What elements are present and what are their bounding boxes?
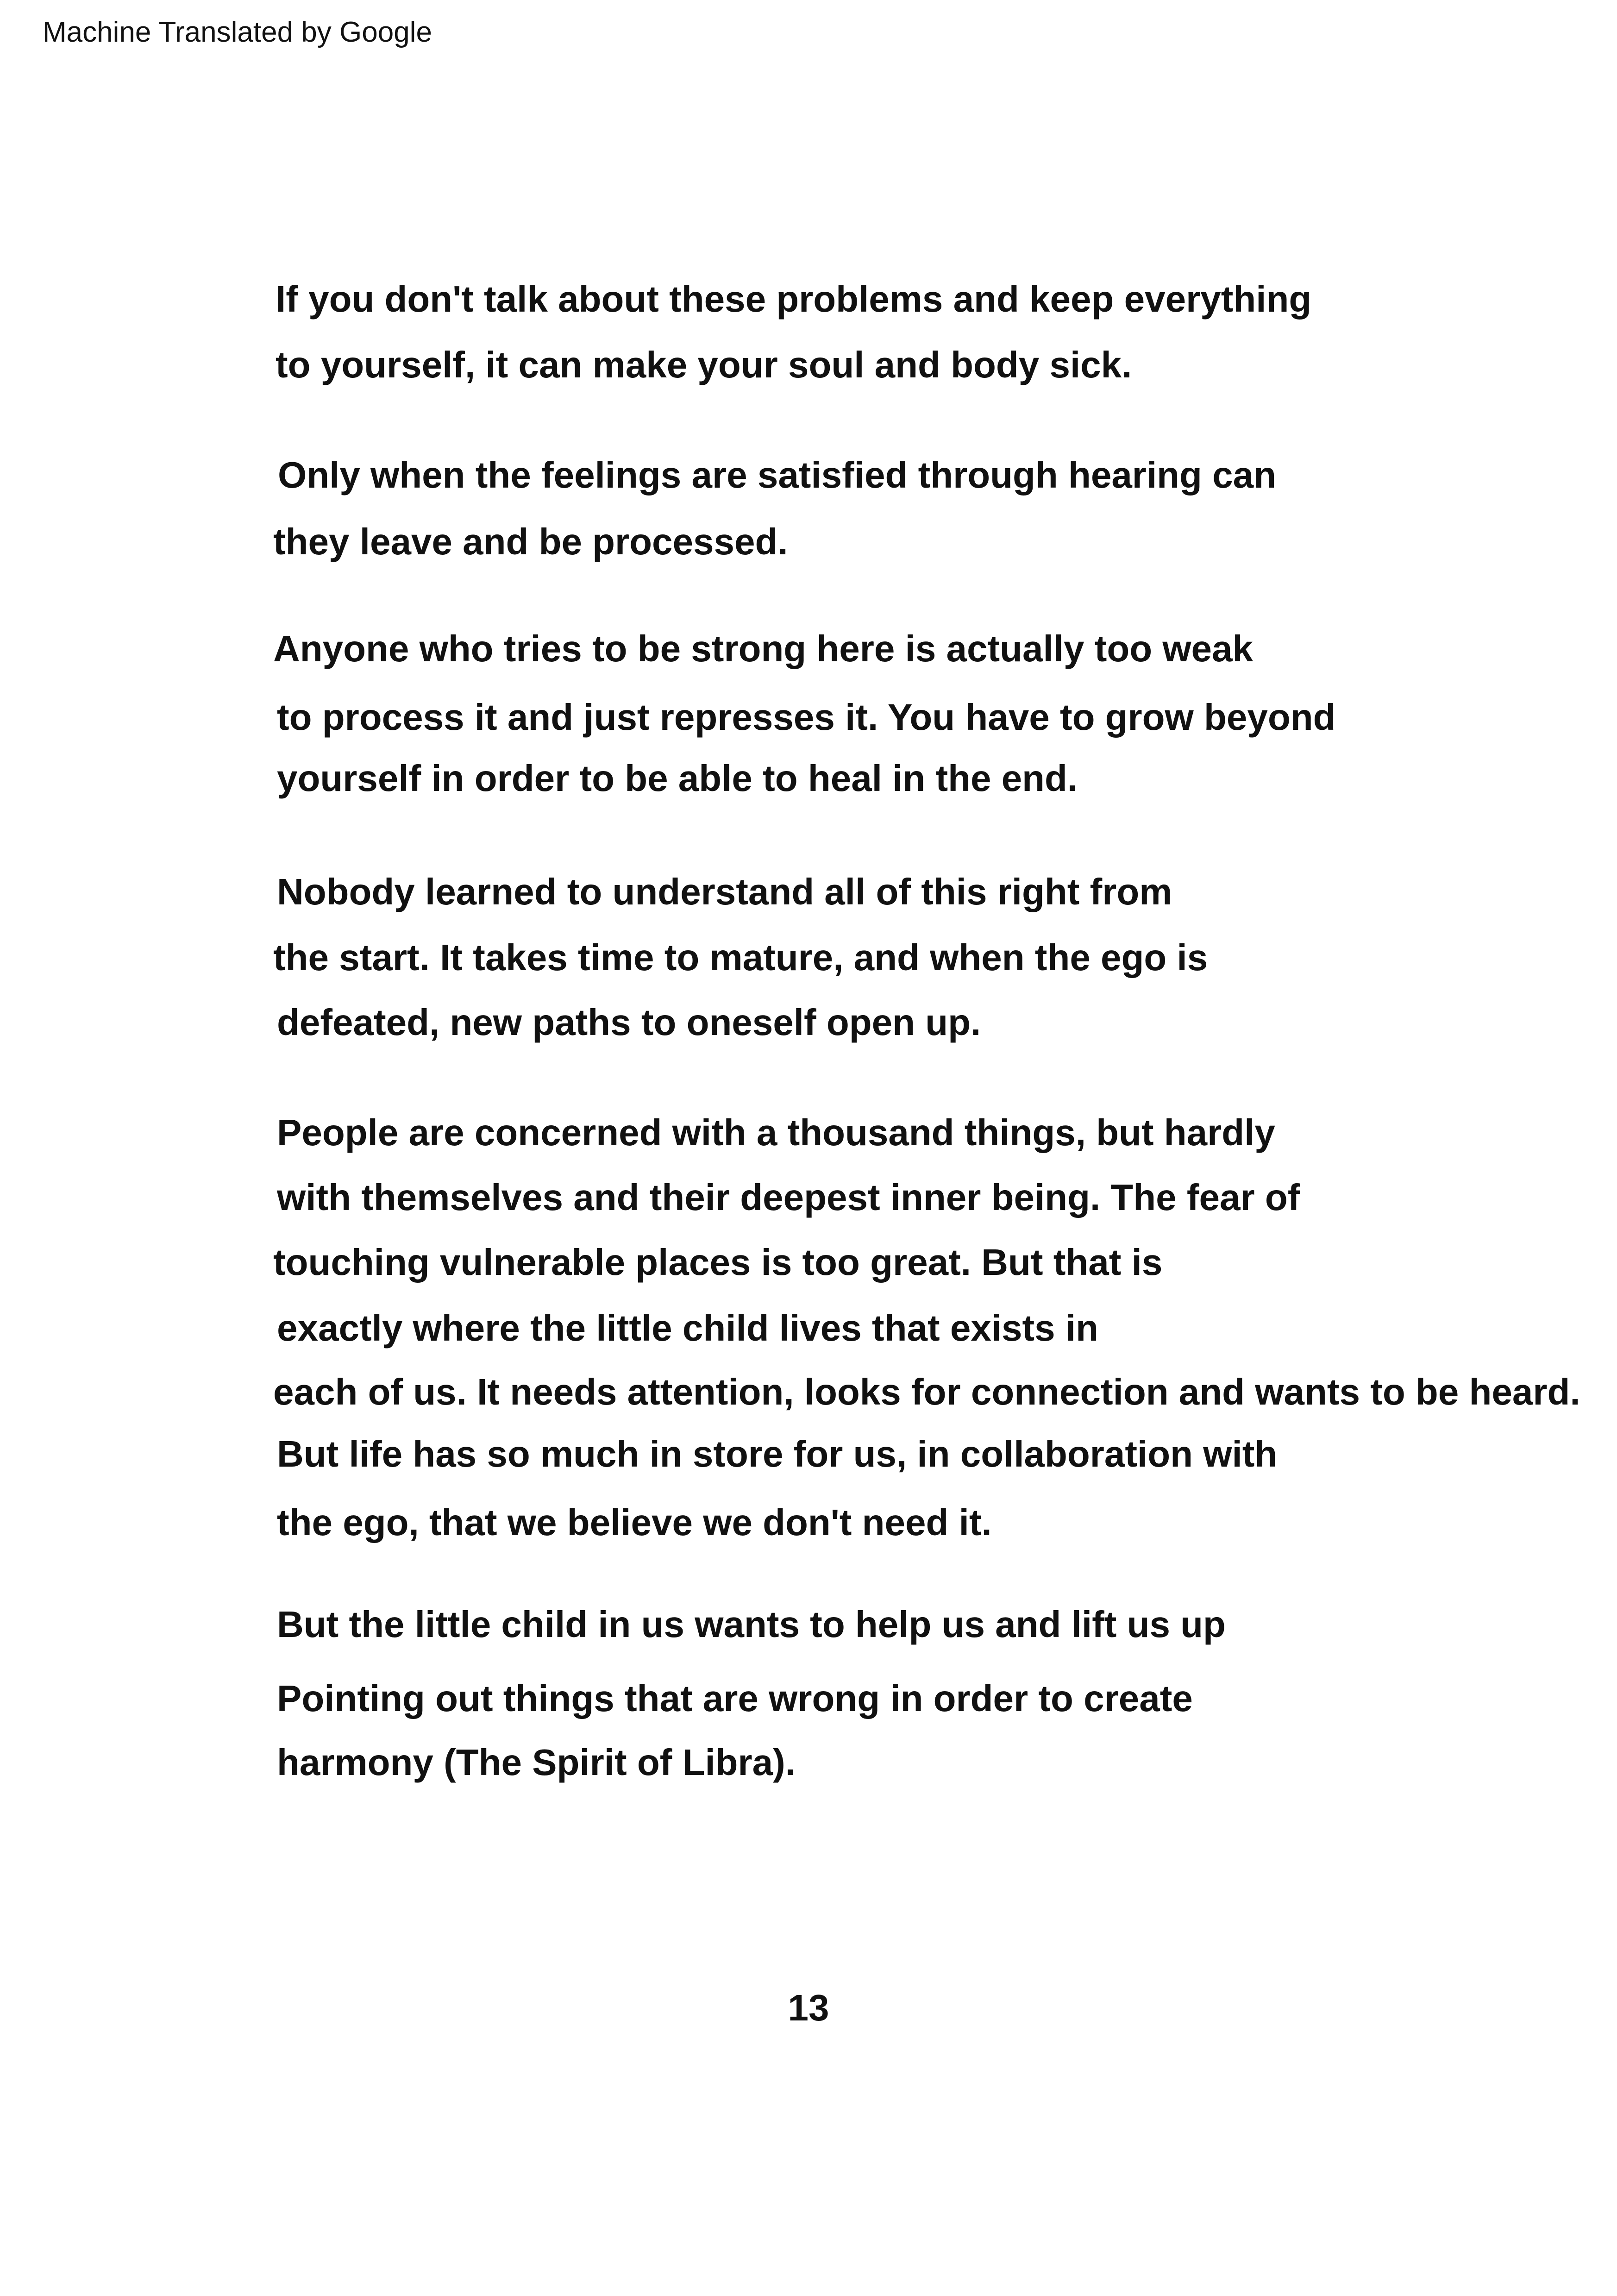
body-line: each of us. It needs attention, looks for connection and wants to be heard. [273,1371,1580,1412]
body-line: But the little child in us wants to help us and lift us up [277,1604,1226,1645]
body-line: to process it and just represses it. You have to grow beyond [277,696,1336,738]
body-line: Anyone who tries to be strong here is actually too weak [273,628,1253,669]
body-line: Only when the feelings are satisfied through hearing can [278,454,1276,496]
body-line: Pointing out things that are wrong in order to create [277,1678,1193,1719]
body-line: they leave and be processed. [273,521,788,562]
body-line: touching vulnerable places is too great. But that is [273,1242,1163,1283]
page-number: 13 [788,1987,829,2028]
body-line: But life has so much in store for us, in collaboration with [277,1433,1278,1474]
body-line: to yourself, it can make your soul and body sick. [276,344,1132,385]
body-line: the ego, that we believe we don't need it. [277,1502,992,1543]
body-line: yourself in order to be able to heal in the end. [277,758,1078,799]
body-line: with themselves and their deepest inner being. The fear of [277,1177,1300,1218]
body-line: the start. It takes time to mature, and when the ego is [273,937,1208,978]
translation-header: Machine Translated by Google [43,16,432,48]
body-line: Nobody learned to understand all of this right from [277,871,1172,912]
body-line: defeated, new paths to oneself open up. [277,1002,981,1043]
body-line: harmony (The Spirit of Libra). [277,1742,796,1783]
body-line: If you don't talk about these problems and keep everything [276,278,1312,320]
body-line: exactly where the little child lives that exists in [277,1307,1098,1349]
body-line: People are concerned with a thousand things, but hardly [277,1112,1275,1153]
